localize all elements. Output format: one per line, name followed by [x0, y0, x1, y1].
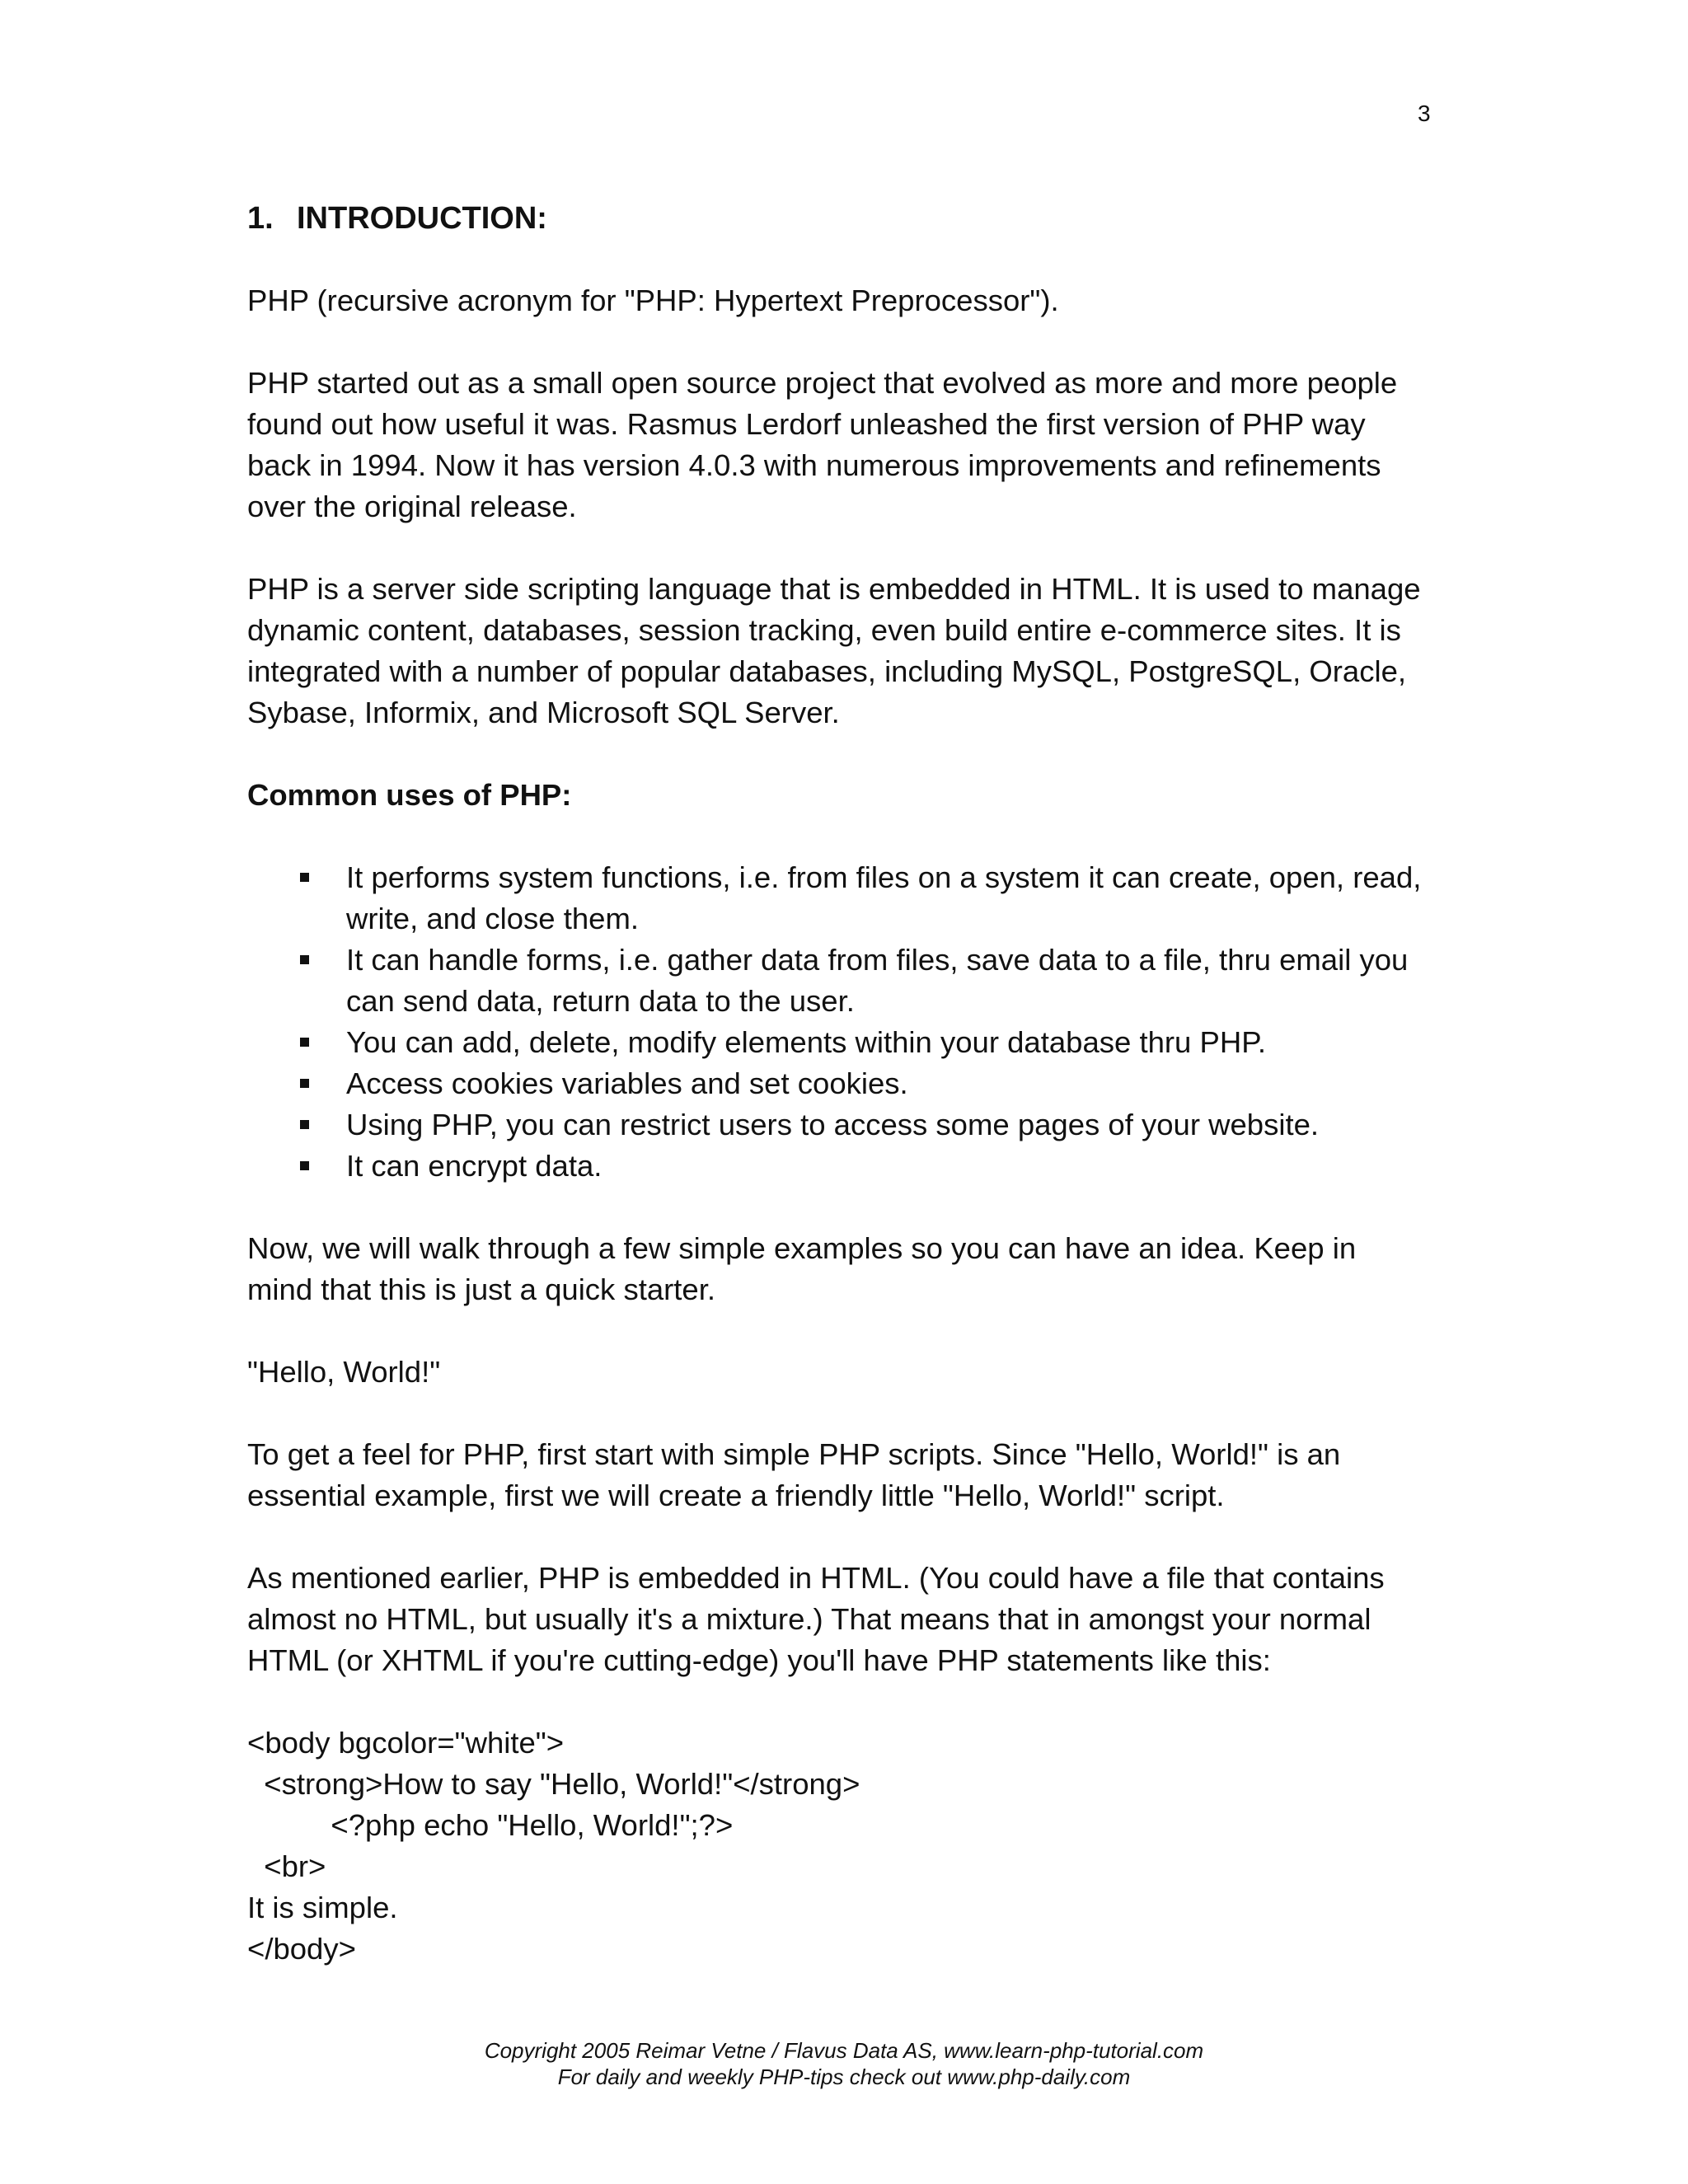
- square-bullet-icon: [300, 1079, 309, 1088]
- text-line: integrated with a number of popular databases, including MySQL, PostgreSQL, Oracle,: [247, 654, 1407, 688]
- paragraph-feel-for-php: [247, 1434, 1451, 1516]
- common-uses-list: [247, 857, 1451, 1187]
- code-line: It is simple.: [247, 1891, 398, 1924]
- text-line: almost no HTML, but usually it's a mixture.) That means that in amongst your normal: [247, 1602, 1372, 1636]
- footer-tips: For daily and weekly PHP-tips check out www.php-daily.com: [557, 2064, 1131, 2089]
- paragraph-hello-world-title: "Hello, World!": [247, 1355, 441, 1389]
- text-line: write, and close them.: [346, 902, 640, 935]
- list-item: [247, 940, 1451, 1022]
- text-line: PHP is a server side scripting language that is embedded in HTML. It is used to manage: [247, 572, 1421, 606]
- text-line: back in 1994. Now it has version 4.0.3 with numerous improvements and refinements: [247, 448, 1381, 482]
- text-line: mind that this is just a quick starter.: [247, 1272, 716, 1306]
- section-heading: [247, 198, 1451, 239]
- code-line: <strong>How to say "Hello, World!"</strong>: [247, 1767, 860, 1801]
- square-bullet-icon: [300, 873, 309, 882]
- square-bullet-icon: [300, 955, 309, 964]
- square-bullet-icon: [300, 1038, 309, 1047]
- text-line: found out how useful it was. Rasmus Lerdorf unleashed the first version of PHP way: [247, 407, 1366, 441]
- list-item: [247, 1022, 1451, 1063]
- document-body: [247, 198, 1451, 1970]
- text-line: Using PHP, you can restrict users to access some pages of your website.: [346, 1108, 1320, 1141]
- list-item: [247, 1104, 1451, 1146]
- text-line: It can encrypt data.: [346, 1149, 603, 1183]
- text-line: Sybase, Informix, and Microsoft SQL Server.: [247, 696, 840, 729]
- paragraph-walkthrough: [247, 1228, 1451, 1310]
- text-line: It performs system functions, i.e. from files on a system it can create, open, read,: [346, 860, 1422, 894]
- square-bullet-icon: [300, 1120, 309, 1129]
- section-number: 1.: [247, 201, 274, 236]
- text-line: It can handle forms, i.e. gather data from files, save data to a file, thru email you: [346, 943, 1409, 977]
- paragraph-embedded-html: [247, 1558, 1451, 1681]
- section-title: INTRODUCTION:: [297, 201, 547, 236]
- text-line: can send data, return data to the user.: [346, 984, 855, 1018]
- common-uses-heading: Common uses of PHP:: [247, 778, 572, 812]
- paragraph-php-description: [247, 569, 1451, 733]
- list-item: [247, 857, 1451, 940]
- text-line: Access cookies variables and set cookies.: [346, 1066, 908, 1100]
- page-footer: [0, 2037, 1688, 2090]
- text-line: dynamic content, databases, session tracking, even build entire e-commerce sites. It is: [247, 613, 1401, 647]
- code-example: [247, 1722, 1451, 1970]
- text-line: Now, we will walk through a few simple examples so you can have an idea. Keep in: [247, 1231, 1357, 1265]
- paragraph-php-acronym: PHP (recursive acronym for "PHP: Hypertext Preprocessor").: [247, 284, 1059, 317]
- text-line: over the original release.: [247, 490, 577, 523]
- square-bullet-icon: [300, 1161, 309, 1170]
- footer-copyright: Copyright 2005 Reimar Vetne / Flavus Data AS, www.learn-php-tutorial.com: [484, 2038, 1204, 2063]
- text-line: To get a feel for PHP, first start with simple PHP scripts. Since "Hello, World!" is an: [247, 1437, 1341, 1471]
- text-line: PHP started out as a small open source project that evolved as more and more people: [247, 366, 1398, 400]
- page-number: 3: [1418, 101, 1431, 126]
- code-line: <body bgcolor="white">: [247, 1726, 565, 1760]
- text-line: essential example, first we will create a friendly little "Hello, World!" script.: [247, 1479, 1225, 1512]
- code-line: <br>: [247, 1849, 326, 1883]
- code-line: <?php echo "Hello, World!";?>: [247, 1808, 734, 1842]
- paragraph-php-history: [247, 363, 1451, 527]
- text-line: HTML (or XHTML if you're cutting-edge) you'll have PHP statements like this:: [247, 1643, 1271, 1677]
- code-line: </body>: [247, 1932, 356, 1966]
- text-line: As mentioned earlier, PHP is embedded in HTML. (You could have a file that contains: [247, 1561, 1385, 1595]
- list-item: [247, 1063, 1451, 1104]
- list-item: [247, 1146, 1451, 1187]
- text-line: You can add, delete, modify elements within your database thru PHP.: [346, 1025, 1266, 1059]
